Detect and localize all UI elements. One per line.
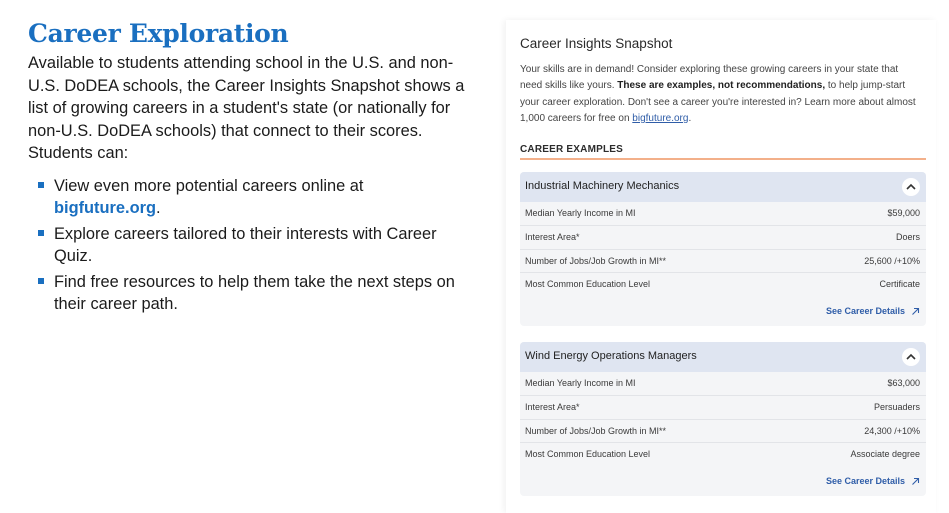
panel-text-bold: These are examples, not recommendations, (617, 80, 826, 92)
row-label: Median Yearly Income in MI (525, 378, 636, 388)
intro-paragraph: Available to students attending school in the U.S. and non-U.S. DoDEA schools, the Career Insights Snapshot shows a list of growing careers in a student's state (or nationally for non-U.S. DoDEA schools) that connect to their scores. Students can: (28, 54, 465, 162)
career-name: Wind Energy Operations Managers (525, 350, 697, 362)
collapse-button[interactable] (902, 348, 920, 366)
row-value: Associate degree (850, 449, 920, 460)
see-career-details-link[interactable] (826, 476, 920, 486)
panel-title: Career Insights Snapshot (520, 36, 673, 51)
details-label: See Career Details (825, 306, 905, 316)
square-bullet-icon (38, 182, 44, 188)
career-examples-label: CAREER EXAMPLES (520, 144, 624, 155)
left-column (28, 18, 468, 319)
row-label: Median Yearly Income in MI (525, 208, 636, 218)
square-bullet-icon (38, 230, 44, 236)
bullet-text: View even more potential careers online at (54, 176, 364, 195)
career-card-header[interactable] (520, 342, 926, 372)
row-value: Doers (895, 231, 920, 242)
row-value: $63,000 (887, 378, 920, 388)
page-title: Career Exploration (28, 19, 289, 48)
row-label: Most Common Education Level (525, 279, 651, 290)
career-row (520, 226, 926, 250)
chevron-up-icon (906, 183, 916, 191)
row-label: Most Common Education Level (525, 449, 651, 460)
chevron-up-icon (906, 353, 916, 361)
bullet-text: Explore careers tailored to their interests with Career Quiz. (54, 224, 437, 265)
career-row (520, 250, 926, 274)
accent-divider (520, 158, 926, 160)
panel-text-end: . (688, 112, 692, 124)
row-value: Persuaders (873, 401, 920, 412)
bullet-list (28, 175, 468, 315)
row-value: $59,000 (887, 208, 920, 218)
square-bullet-icon (38, 278, 44, 284)
details-label: See Career Details (825, 476, 905, 486)
row-value: Certificate (879, 279, 920, 290)
bigfuture-link[interactable]: bigfuture.org (54, 198, 156, 217)
career-card (520, 342, 926, 496)
panel-bigfuture-link[interactable]: bigfuture.org (632, 112, 689, 124)
career-row (520, 443, 926, 467)
row-value: 24,300 /+10% (864, 425, 920, 436)
bullet-item (38, 223, 468, 267)
panel-text-post: to help jump-start your career exploration. Don't see a career you're interested in? Learn more about almost 1,000 careers for free on (520, 80, 916, 124)
row-label: Number of Jobs/Job Growth in MI** (525, 425, 667, 436)
career-row (520, 273, 926, 297)
row-label: Interest Area* (525, 231, 580, 242)
panel-text-pre: Your skills are in demand! Consider exploring these growing careers in your state that need skills like yours. (520, 64, 899, 92)
row-value: 25,600 /+10% (864, 255, 920, 266)
career-name: Industrial Machinery Mechanics (525, 180, 680, 192)
career-row (520, 420, 926, 444)
career-card-header[interactable] (520, 172, 926, 202)
row-label: Number of Jobs/Job Growth in MI** (525, 255, 667, 266)
see-career-details-link[interactable] (826, 306, 920, 316)
external-arrow-icon (911, 477, 920, 486)
bullet-item (38, 175, 468, 219)
career-row (520, 372, 926, 396)
career-row (520, 396, 926, 420)
collapse-button[interactable] (902, 178, 920, 196)
career-card (520, 172, 926, 326)
career-insights-panel (506, 20, 936, 513)
panel-description (520, 62, 920, 127)
bullet-text: Find free resources to help them take the next steps on their career path. (54, 272, 455, 313)
bullet-item (38, 271, 468, 315)
career-row (520, 202, 926, 226)
row-label: Interest Area* (525, 401, 580, 412)
bullet-text-end: . (155, 198, 161, 217)
external-arrow-icon (911, 307, 920, 316)
